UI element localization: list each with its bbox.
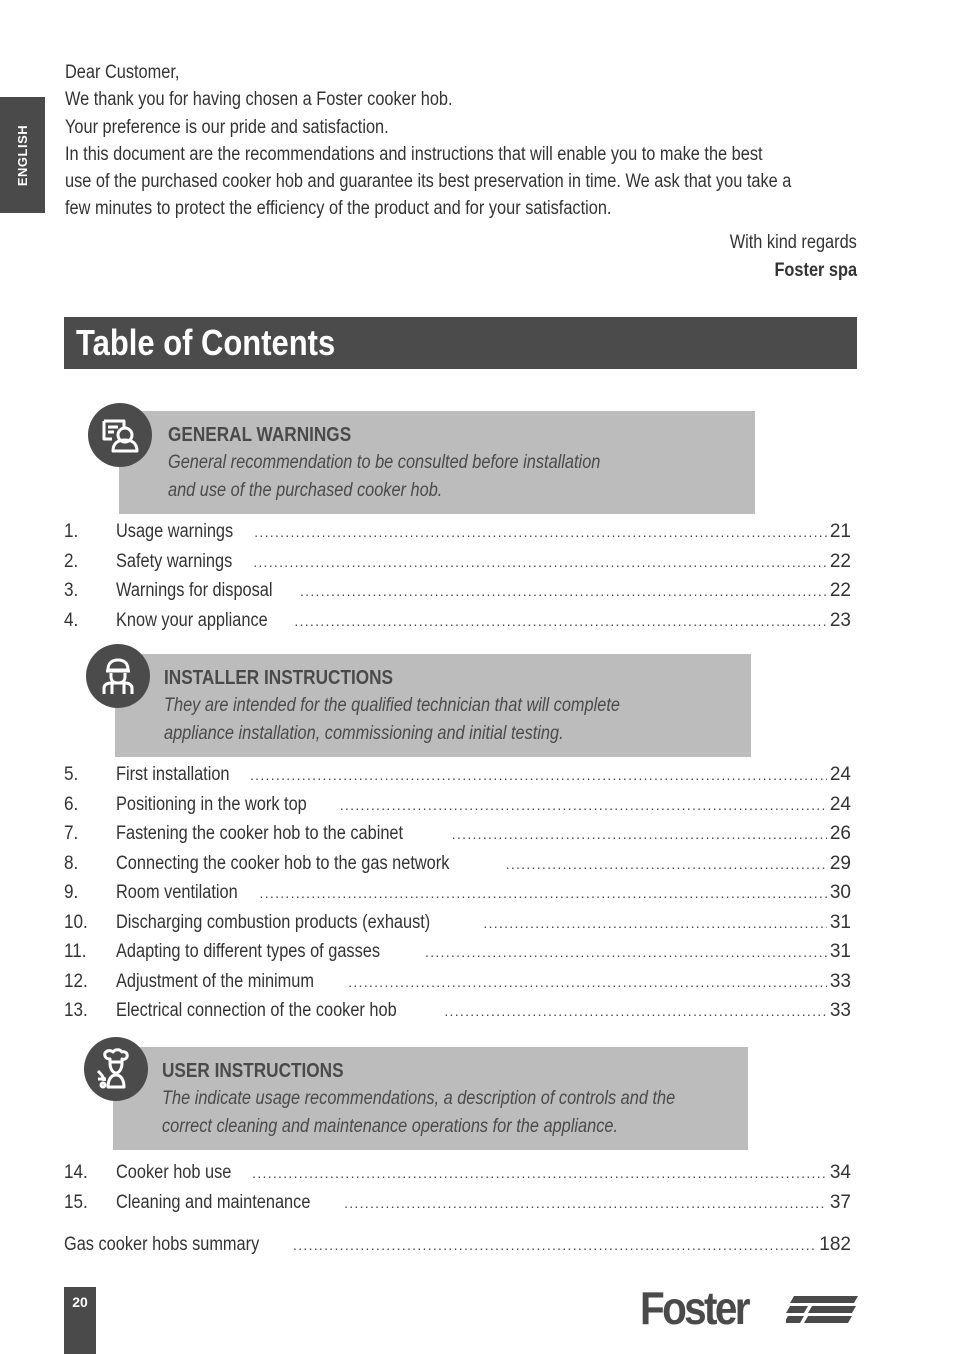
language-tab	[0, 97, 45, 213]
section-title: INSTALLER INSTRUCTIONS	[164, 667, 394, 689]
entry-label: Know your appliance	[116, 609, 268, 631]
entry-number: 15.	[64, 1191, 88, 1213]
entry-number: 4.	[64, 609, 79, 631]
chef-icon	[84, 1037, 148, 1101]
intro-letter	[65, 59, 855, 223]
section-desc: The indicate usage recommendations, a description of controls and the	[162, 1088, 676, 1109]
entry-page: 22	[829, 550, 851, 572]
entry-page: 37	[829, 1191, 851, 1213]
entry-label: Safety warnings	[116, 550, 233, 572]
toc-entry[interactable]	[64, 908, 851, 938]
dot-leader	[294, 607, 826, 637]
intro-line: Dear Customer,	[65, 62, 180, 83]
section-installer-instructions-text	[164, 664, 694, 748]
section-desc: and use of the purchased cooker hob.	[168, 480, 443, 501]
entry-label: Adapting to different types of gasses	[116, 941, 381, 962]
toc-entry[interactable]	[64, 996, 851, 1026]
regards-text: With kind regards	[729, 232, 857, 253]
dot-leader	[300, 577, 827, 607]
toc-entry[interactable]	[64, 819, 851, 849]
dot-leader	[293, 1231, 816, 1261]
dot-leader	[344, 1189, 827, 1219]
entry-number: 10.	[64, 911, 88, 933]
dot-leader	[260, 879, 827, 909]
section-desc: They are intended for the qualified technician that will complete	[164, 695, 620, 716]
entry-page: 33	[829, 970, 851, 992]
section-title: USER INSTRUCTIONS	[162, 1060, 344, 1082]
entry-label: Usage warnings	[116, 521, 234, 542]
brand-logo	[640, 1284, 858, 1332]
entry-number: 2.	[64, 550, 79, 572]
entry-label: Gas cooker hobs summary	[64, 1234, 260, 1255]
toc-heading-banner	[64, 317, 857, 369]
toc-entry[interactable]	[64, 1158, 851, 1188]
toc-entry[interactable]	[64, 1188, 851, 1218]
entry-label: Discharging combustion products (exhaust)	[116, 911, 431, 933]
entry-number: 11.	[64, 941, 87, 962]
section-user-instructions-text	[162, 1057, 759, 1141]
entry-number: 7.	[64, 823, 79, 844]
entry-page: 34	[829, 1162, 851, 1183]
section-desc: correct cleaning and maintenance operations for the appliance.	[162, 1116, 619, 1137]
entry-number: 12.	[64, 970, 88, 992]
dot-leader	[250, 761, 827, 791]
warning-book-icon	[88, 403, 152, 467]
installer-icon	[86, 644, 150, 708]
entry-label: Warnings for disposal	[116, 580, 273, 601]
intro-line: few minutes to protect the efficiency of the product and for your satisfaction.	[65, 198, 612, 220]
entry-page: 31	[829, 941, 851, 962]
dot-leader	[483, 909, 826, 939]
entry-number: 14.	[64, 1162, 88, 1183]
dot-leader	[340, 791, 827, 821]
page-number: 20	[72, 1294, 88, 1310]
brand-wordmark: Foster	[640, 1282, 748, 1334]
dot-leader	[252, 1159, 827, 1189]
section-desc: appliance installation, commissioning and initial testing.	[164, 723, 564, 744]
dot-leader	[444, 997, 827, 1027]
entry-number: 9.	[64, 882, 79, 903]
language-label: ENGLISH	[15, 124, 31, 186]
entry-number: 1.	[64, 521, 79, 542]
entry-number: 3.	[64, 580, 79, 601]
entry-number: 6.	[64, 793, 79, 815]
entry-page: 30	[829, 882, 851, 903]
section-title: GENERAL WARNINGS	[168, 424, 352, 446]
toc-entry[interactable]	[64, 937, 851, 967]
entry-label: Room ventilation	[116, 882, 238, 903]
toc-entry[interactable]	[64, 790, 851, 820]
entry-page: 23	[829, 609, 851, 631]
toc-entry-summary[interactable]	[64, 1230, 851, 1260]
entry-number: 5.	[64, 764, 79, 785]
toc-title: Table of Contents	[76, 322, 336, 363]
entry-label: Adjustment of the minimum	[116, 970, 314, 992]
intro-line: Your preference is our pride and satisfaction.	[65, 116, 389, 138]
toc-list-summary	[64, 1230, 851, 1260]
entry-page: 31	[829, 911, 851, 933]
entry-label: First installation	[116, 764, 230, 785]
toc-list-user	[64, 1158, 851, 1217]
entry-label: Positioning in the work top	[116, 793, 307, 815]
toc-list-general	[64, 517, 851, 635]
toc-entry[interactable]	[64, 967, 851, 997]
entry-number: 8.	[64, 852, 79, 874]
toc-entry[interactable]	[64, 849, 851, 879]
entry-page: 21	[829, 521, 851, 542]
brand-mark-icon	[786, 1296, 858, 1324]
closing	[709, 229, 857, 284]
entry-number: 13.	[64, 1000, 88, 1021]
intro-line: We thank you for having chosen a Foster cooker hob.	[65, 89, 453, 111]
entry-page: 33	[829, 1000, 851, 1021]
toc-entry[interactable]	[64, 547, 851, 577]
entry-label: Connecting the cooker hob to the gas network	[116, 852, 450, 874]
dot-leader	[452, 820, 827, 850]
dot-leader	[348, 968, 827, 998]
toc-list-installer	[64, 760, 851, 1026]
toc-entry[interactable]	[64, 576, 851, 606]
entry-page: 24	[829, 793, 851, 815]
section-general-warnings-text	[168, 421, 671, 505]
entry-label: Cleaning and maintenance	[116, 1191, 311, 1213]
entry-label: Fastening the cooker hob to the cabinet	[116, 823, 404, 844]
dot-leader	[254, 518, 827, 548]
toc-entry[interactable]	[64, 606, 851, 636]
dot-leader	[506, 850, 827, 880]
entry-page: 26	[829, 823, 851, 844]
entry-label: Cooker hob use	[116, 1162, 232, 1183]
dot-leader	[253, 548, 827, 578]
toc-entry[interactable]	[64, 878, 851, 908]
entry-page: 22	[829, 580, 851, 601]
entry-page: 29	[829, 852, 851, 874]
entry-label: Electrical connection of the cooker hob	[116, 1000, 397, 1021]
entry-page: 182	[819, 1234, 851, 1255]
section-desc: General recommendation to be consulted before installation	[168, 452, 601, 473]
page-number-tab	[64, 1287, 96, 1354]
dot-leader	[425, 938, 827, 968]
intro-line: In this document are the recommendations and instructions that will enable you to make the best	[65, 143, 763, 165]
toc-entry[interactable]	[64, 517, 851, 547]
entry-page: 24	[829, 764, 851, 785]
intro-line: use of the purchased cooker hob and guarantee its best preservation in time. We ask that you take a	[65, 171, 792, 193]
signature: Foster spa	[774, 259, 857, 281]
toc-entry[interactable]	[64, 760, 851, 790]
